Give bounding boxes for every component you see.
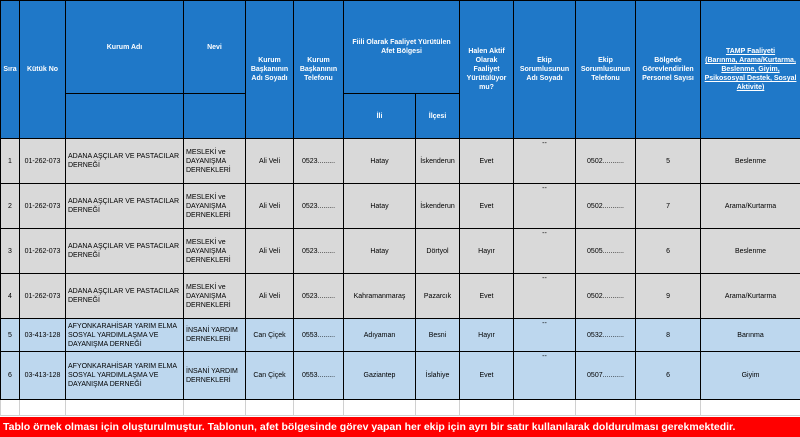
header-ekip-tel: Ekip Sorumlusunun Telefonu xyxy=(576,1,636,139)
cell-kurum-adi: ADANA AŞÇILAR VE PASTACILAR DERNEĞİ xyxy=(66,229,184,274)
header-nevi: Nevi xyxy=(184,1,246,94)
cell-ekip-tel: 0507........... xyxy=(576,352,636,400)
cell-tamp: Beslenme xyxy=(701,229,800,274)
cell-aktif: Evet xyxy=(460,184,514,229)
header-kurum-adi-blank xyxy=(66,94,184,139)
cell-nevi: MESLEKİ ve DAYANIŞMA DERNEKLERİ xyxy=(184,139,246,184)
cell-personel: 7 xyxy=(636,184,701,229)
cell-ekip-tel: 0502........... xyxy=(576,184,636,229)
cell-kutuk-no: 01-262-073 xyxy=(20,139,66,184)
cell-sira: 6 xyxy=(1,352,20,400)
cell-baskan-tel: 0523......... xyxy=(294,229,344,274)
cell-baskan-adi: Ali Veli xyxy=(246,139,294,184)
empty-row xyxy=(1,400,800,416)
cell-sira: 2 xyxy=(1,184,20,229)
cell-ekip-tel: 0502........... xyxy=(576,139,636,184)
header-kurum-adi: Kurum Adı xyxy=(66,1,184,94)
header-baskan-tel: Kurum Başkanının Telefonu xyxy=(294,1,344,139)
cell-kurum-adi: AFYONKARAHİSAR YARIM ELMA SOSYAL YARDIMLAŞMA VE DAYANIŞMA DERNEĞİ xyxy=(66,352,184,400)
cell-baskan-tel: 0523......... xyxy=(294,184,344,229)
cell-il: Hatay xyxy=(344,139,416,184)
cell-nevi: İNSANİ YARDIM DERNEKLERİ xyxy=(184,319,246,352)
cell-aktif: Evet xyxy=(460,352,514,400)
header-sira: Sıra xyxy=(1,1,20,139)
cell-aktif: Hayır xyxy=(460,319,514,352)
cell-aktif: Hayır xyxy=(460,229,514,274)
cell-kurum-adi: ADANA AŞÇILAR VE PASTACILAR DERNEĞİ xyxy=(66,184,184,229)
table-row xyxy=(1,319,800,352)
cell-baskan-tel: 0523......... xyxy=(294,274,344,319)
header-nevi-blank xyxy=(184,94,246,139)
cell-ekip-tel: 0505........... xyxy=(576,229,636,274)
cell-tamp: Giyim xyxy=(701,352,800,400)
cell-baskan-adi: Ali Veli xyxy=(246,274,294,319)
cell-ilce: Dörtyol xyxy=(416,229,460,274)
cell-tamp: Beslenme xyxy=(701,139,800,184)
cell-kurum-adi: AFYONKARAHİSAR YARIM ELMA SOSYAL YARDIMLAŞMA VE DAYANIŞMA DERNEĞİ xyxy=(66,319,184,352)
header-personel: Bölgede Görevlendirilen Personel Sayısı xyxy=(636,1,701,139)
header-afet-bolgesi: Fiili Olarak Faaliyet Yürütülen Afet Bölgesi xyxy=(344,1,460,94)
cell-sira: 4 xyxy=(1,274,20,319)
cell-tamp: Arama/Kurtarma xyxy=(701,184,800,229)
cell-kutuk-no: 03-413-128 xyxy=(20,319,66,352)
cell-ekip-tel: 0502........... xyxy=(576,274,636,319)
cell-kurum-adi: ADANA AŞÇILAR VE PASTACILAR DERNEĞİ xyxy=(66,139,184,184)
cell-baskan-tel: 0553......... xyxy=(294,352,344,400)
cell-il: Hatay xyxy=(344,184,416,229)
cell-kutuk-no: 01-262-073 xyxy=(20,229,66,274)
header-tamp xyxy=(701,1,800,139)
header-kutuk-no: Kütük No xyxy=(20,1,66,139)
table-row xyxy=(1,229,800,274)
cell-personel: 9 xyxy=(636,274,701,319)
cell-tamp: Arama/Kurtarma xyxy=(701,274,800,319)
header-aktif: Halen Aktif Olarak Faaliyet Yürütülüyor mu? xyxy=(460,1,514,139)
cell-baskan-tel: 0553......... xyxy=(294,319,344,352)
cell-ilce: İskenderun xyxy=(416,184,460,229)
cell-personel: 6 xyxy=(636,352,701,400)
cell-ilce: İslahiye xyxy=(416,352,460,400)
cell-il: Adıyaman xyxy=(344,319,416,352)
cell-ekip-adi: -- xyxy=(514,184,576,229)
cell-il: Kahramanmaraş xyxy=(344,274,416,319)
table-row xyxy=(1,139,800,184)
header-ilce: İlçesi xyxy=(416,94,460,139)
table-row xyxy=(1,274,800,319)
table-row xyxy=(1,352,800,400)
cell-baskan-adi: Ali Veli xyxy=(246,229,294,274)
cell-kutuk-no: 01-262-073 xyxy=(20,184,66,229)
cell-nevi: MESLEKİ ve DAYANIŞMA DERNEKLERİ xyxy=(184,184,246,229)
cell-sira: 5 xyxy=(1,319,20,352)
cell-aktif: Evet xyxy=(460,139,514,184)
cell-personel: 6 xyxy=(636,229,701,274)
cell-sira: 1 xyxy=(1,139,20,184)
header-baskan-adi: Kurum Başkanının Adı Soyadı xyxy=(246,1,294,139)
cell-ekip-adi: -- xyxy=(514,274,576,319)
cell-kutuk-no: 03-413-128 xyxy=(20,352,66,400)
cell-kutuk-no: 01-262-073 xyxy=(20,274,66,319)
cell-ilce: İskenderun xyxy=(416,139,460,184)
cell-ekip-adi: -- xyxy=(514,139,576,184)
cell-nevi: MESLEKİ ve DAYANIŞMA DERNEKLERİ xyxy=(184,274,246,319)
header-ekip-adi: Ekip Sorumlusunun Adı Soyadı xyxy=(514,1,576,139)
cell-tamp: Barınma xyxy=(701,319,800,352)
cell-il: Gaziantep xyxy=(344,352,416,400)
cell-baskan-adi: Can Çiçek xyxy=(246,352,294,400)
cell-kurum-adi: ADANA AŞÇILAR VE PASTACILAR DERNEĞİ xyxy=(66,274,184,319)
header-il: İli xyxy=(344,94,416,139)
cell-baskan-tel: 0523......... xyxy=(294,139,344,184)
cell-aktif: Evet xyxy=(460,274,514,319)
cell-ilce: Besni xyxy=(416,319,460,352)
cell-nevi: İNSANİ YARDIM DERNEKLERİ xyxy=(184,352,246,400)
cell-nevi: MESLEKİ ve DAYANIŞMA DERNEKLERİ xyxy=(184,229,246,274)
cell-ilce: Pazarcık xyxy=(416,274,460,319)
cell-baskan-adi: Ali Veli xyxy=(246,184,294,229)
cell-il: Hatay xyxy=(344,229,416,274)
cell-ekip-tel: 0532........... xyxy=(576,319,636,352)
cell-ekip-adi: -- xyxy=(514,229,576,274)
cell-personel: 5 xyxy=(636,139,701,184)
cell-personel: 8 xyxy=(636,319,701,352)
info-note-banner: Tablo örnek olması için oluşturulmuştur. Tablonun, afet bölgesinde görev yapan her ekip için ayrı bir satır kullanılarak doldurulması gerekmektedir. xyxy=(0,417,800,437)
header-tamp-title: TAMP Faaliyeti xyxy=(725,48,776,55)
cell-sira: 3 xyxy=(1,229,20,274)
header-tamp-detail: (Barınma, Arama/Kurtarma, Beslenme, Giyim, Psikososyal Destek, Sosyal Aktivite) xyxy=(704,57,797,91)
table-row xyxy=(1,184,800,229)
cell-baskan-adi: Can Çiçek xyxy=(246,319,294,352)
cell-ekip-adi: -- xyxy=(514,352,576,400)
cell-ekip-adi: -- xyxy=(514,319,576,352)
